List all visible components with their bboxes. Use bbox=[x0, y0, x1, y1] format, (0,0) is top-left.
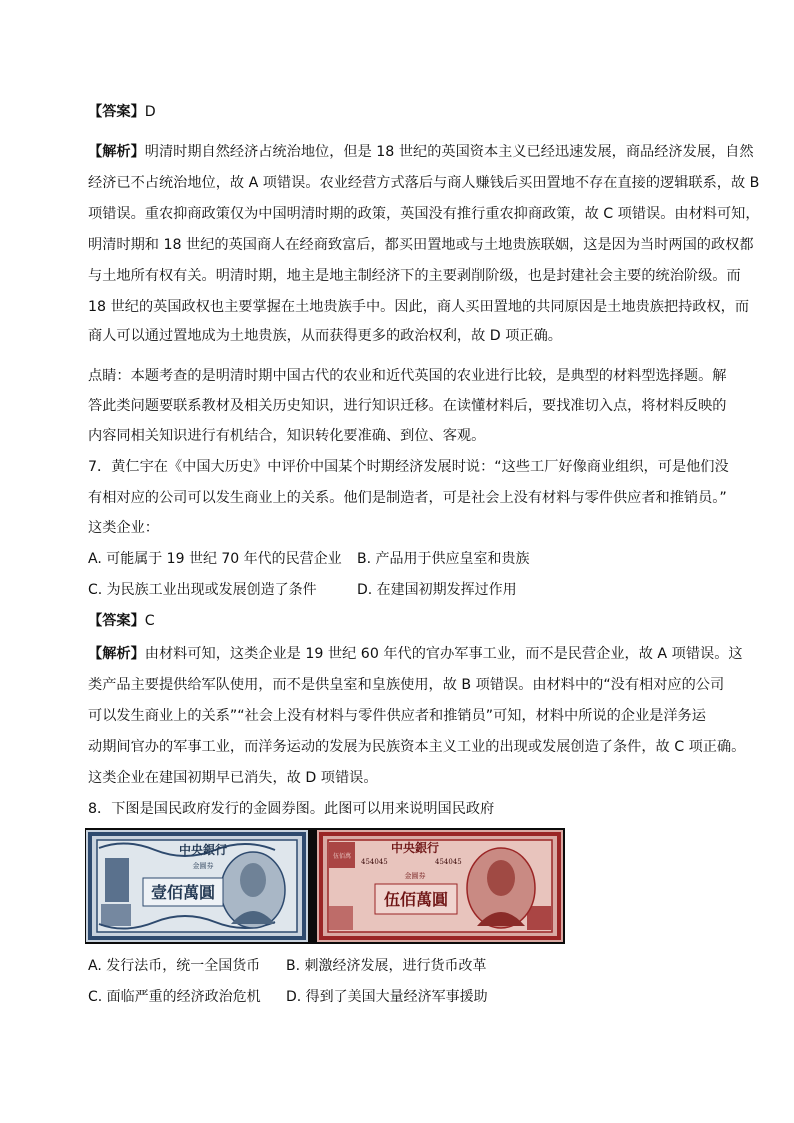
q7-option-c: C. 为民族工业出现或发展创造了条件 bbox=[88, 582, 317, 598]
banknote-left-bank: 中央銀行 bbox=[178, 843, 228, 857]
banknote-right-bank: 中央銀行 bbox=[390, 841, 440, 855]
q7-option-d: D. 在建国初期发挥过作用 bbox=[357, 582, 517, 598]
banknote-right-corner: 伍佰萬 bbox=[332, 853, 352, 860]
q7-analysis-line-5: 这类企业在建国初期早已消失，故 D 项错误。 bbox=[88, 770, 378, 786]
q7-analysis-line-1: 【解析】由材料可知，这类企业是 19 世纪 60 年代的官办军事工业，而不是民营企业，故 A 项错误。这 bbox=[88, 646, 743, 662]
q6-analysis-line-3: 项错误。重农抑商政策仅为中国明清时期的政策，英国没有推行重农抑商政策，故 C 项错误。由材料可知， bbox=[88, 206, 760, 222]
q7-option-a: A. 可能属于 19 世纪 70 年代的民营企业 bbox=[88, 551, 342, 567]
banknote-left-value: 壹佰萬圓 bbox=[150, 883, 216, 902]
q6-analysis-line-1: 【解析】明清时期自然经济占统治地位，但是 18 世纪的英国资本主义已经迅速发展，商品经济发展，自然 bbox=[88, 144, 754, 160]
q7-answer: 【答案】C bbox=[88, 613, 155, 629]
q8-option-d: D. 得到了美国大量经济军事援助 bbox=[286, 989, 488, 1005]
q8-option-a: A. 发行法币，统一全国货币 bbox=[88, 958, 261, 974]
q6-analysis-line-6: 18 世纪的英国政权也主要掌握在土地贵族手中。因此，商人买田置地的共同原因是土地贵族把持政权，而 bbox=[88, 299, 750, 315]
q6-analysis-line-7: 商人可以通过置地成为土地贵族，从而获得更多的政治权利，故 D 项正确。 bbox=[88, 328, 562, 344]
banknote-right-serial-left: 454045 bbox=[361, 858, 388, 866]
q7-stem-line-1: 7．黄仁宇在《中国大历史》中评价中国某个时期经济发展时说：“这些工厂好像商业组织，可是他们没 bbox=[88, 459, 729, 475]
banknote-right-value: 伍佰萬圓 bbox=[383, 890, 449, 909]
q8-stem: 8．下图是国民政府发行的金圆券图。此图可以用来说明国民政府 bbox=[88, 801, 495, 817]
q7-analysis-line-3: 可以发生商业上的关系”“社会上没有材料与零件供应者和推销员”可知，材料中所说的企业是洋务运 bbox=[88, 708, 706, 724]
q6-comment-line-1: 点睛：本题考查的是明清时期中国古代的农业和近代英国的农业进行比较，是典型的材料型选择题。解 bbox=[88, 368, 727, 384]
banknote-left bbox=[86, 830, 308, 942]
banknote-right-sub: 金圓券 bbox=[404, 872, 426, 880]
q7-stem-line-2: 有相对应的公司可以发生商业上的关系。他们是制造者，可是社会上没有材料与零件供应者和推销员。” bbox=[88, 490, 727, 506]
q7-analysis-line-2: 类产品主要提供给军队使用，而不是供皇室和皇族使用，故 B 项错误。由材料中的“没有相对应的公司 bbox=[88, 677, 725, 693]
q6-analysis-line-4: 明清时期和 18 世纪的英国商人在经商致富后，都买田置地或与土地贵族联姻，这是因为当时两国的政权都 bbox=[88, 237, 754, 253]
banknote-right bbox=[317, 830, 563, 942]
q7-analysis-line-4: 动期间官办的军事工业，而洋务运动的发展为民族资本主义工业的出现或发展创造了条件，故 C 项正确。 bbox=[88, 739, 746, 755]
q8-option-c: C. 面临严重的经济政治危机 bbox=[88, 989, 261, 1005]
banknote-right-serial-right: 454045 bbox=[435, 858, 462, 866]
q8-option-b: B. 刺激经济发展，进行货币改革 bbox=[286, 958, 487, 974]
q7-option-b: B. 产品用于供应皇室和贵族 bbox=[357, 551, 530, 567]
banknote-left-sub: 金圓券 bbox=[192, 862, 214, 870]
q6-analysis-line-2: 经济已不占统治地位，故 A 项错误。农业经营方式落后与商人赚钱后买田置地不存在直接的逻辑联系，故 B bbox=[88, 175, 760, 191]
q7-stem-line-3: 这类企业： bbox=[88, 520, 159, 536]
q6-analysis-line-5: 与土地所有权有关。明清时期，地主是地主制经济下的主要剥削阶级，也是封建社会主要的统治阶级。而 bbox=[88, 268, 741, 284]
q6-comment-line-3: 内容同相关知识进行有机结合，知识转化要准确、到位、客观。 bbox=[88, 428, 486, 444]
q6-answer: 【答案】D bbox=[88, 104, 156, 120]
q6-comment-line-2: 答此类问题要联系教材及相关历史知识，进行知识迁移。在读懂材料后，要找准切入点，将材料反映的 bbox=[88, 398, 727, 414]
banknote-image bbox=[85, 828, 565, 944]
